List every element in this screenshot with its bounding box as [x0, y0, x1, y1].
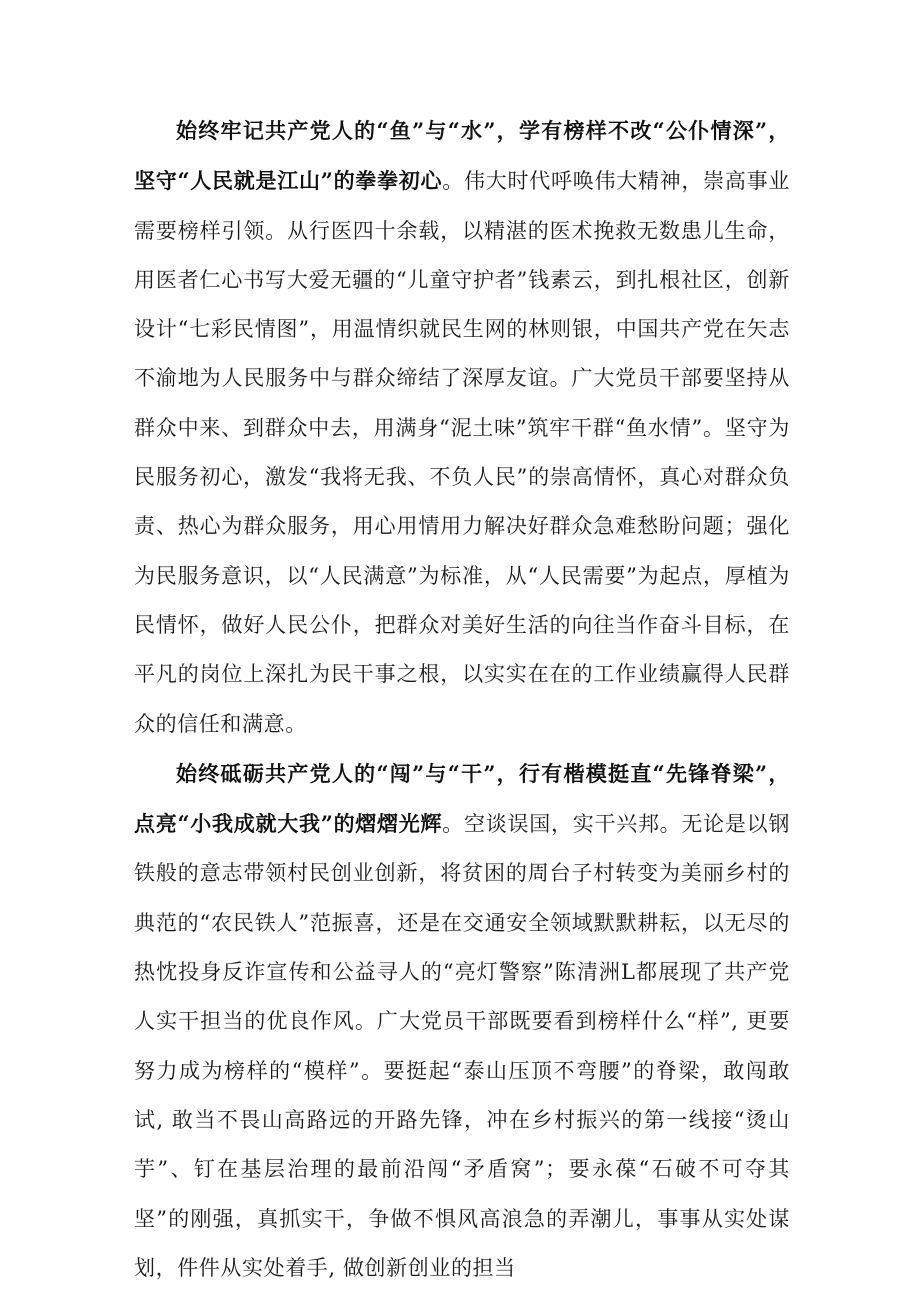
paragraph-2-heading: 始终砥砺共产党人的“闯”与“干”，行有楷模挺直“先锋脊梁”，点亮“小我成就大我”的熠熠光辉: [134, 760, 790, 837]
paragraph-1: [134, 106, 790, 749]
paragraph-1-text: 。伟大时代呼唤伟大精神，崇高事业需要榜样引领。从行医四十余载，以精湛的医术挽救无数患儿生命，用医者仁心书写大爱无疆的“儿童守护者”钱素云，到扎根社区，创新设计“七彩民情图”，用温情织就民生网的林则银，中国共产党在矢志不渝地为人民服务中与群众缔结了深厚友谊。广大党员干部要坚持从群众中来、到群众中去，用满身“泥土味”筑牢干群“鱼水情”。坚守为民服务初心，激发“我将无我、不负人民”的崇高情怀，真心对群众负责、热心为群众服务，用心用情用力解决好群众急难愁盼问题；强化为民服务意识，以“人民满意”为标准，从“人民需要”为起点，厚植为民情怀，做好人民公仆，把群众对美好生活的向往当作奋斗目标，在平凡的岗位上深扎为民干事之根，以实实在在的工作业绩赢得人民群众的信任和满意。: [134, 169, 790, 736]
paragraph-1-heading: 始终牢记共产党人的“鱼”与“水”，学有榜样不改“公仆情深”，坚守“人民就是江山”的拳拳初心: [134, 118, 790, 194]
document-body: [134, 106, 790, 1293]
paragraph-2: [134, 749, 790, 1293]
paragraph-2-text: 。空谈误国，实干兴邦。无论是以钢铁般的意志带领村民创业创新，将贫困的周台子村转变为美丽乡村的典范的“农民铁人”范振喜，还是在交通安全领域默默耕耘，以无尽的热忱投身反诈宣传和公益寻人的“亮灯警察”陈清洲L都展现了共产党人实干担当的优良作风。广大党员干部既要看到榜样什么“样”, 更要努力成为榜样的“模样”。要挺起“泰山压顶不弯腰”的脊梁，敢闯敢试, 敢当不畏山高路远的开路先锋，冲在乡村振兴的第一线接“烫山芋”、钉在基层治理的最前沿闯“矛盾窝”；要永葆“石破不可夺其坚”的刚强，真抓实干，争做不惧风高浪急的弄潮儿，事事从实处谋划，件件从实处着手, 做创新创业的担当: [134, 812, 790, 1280]
